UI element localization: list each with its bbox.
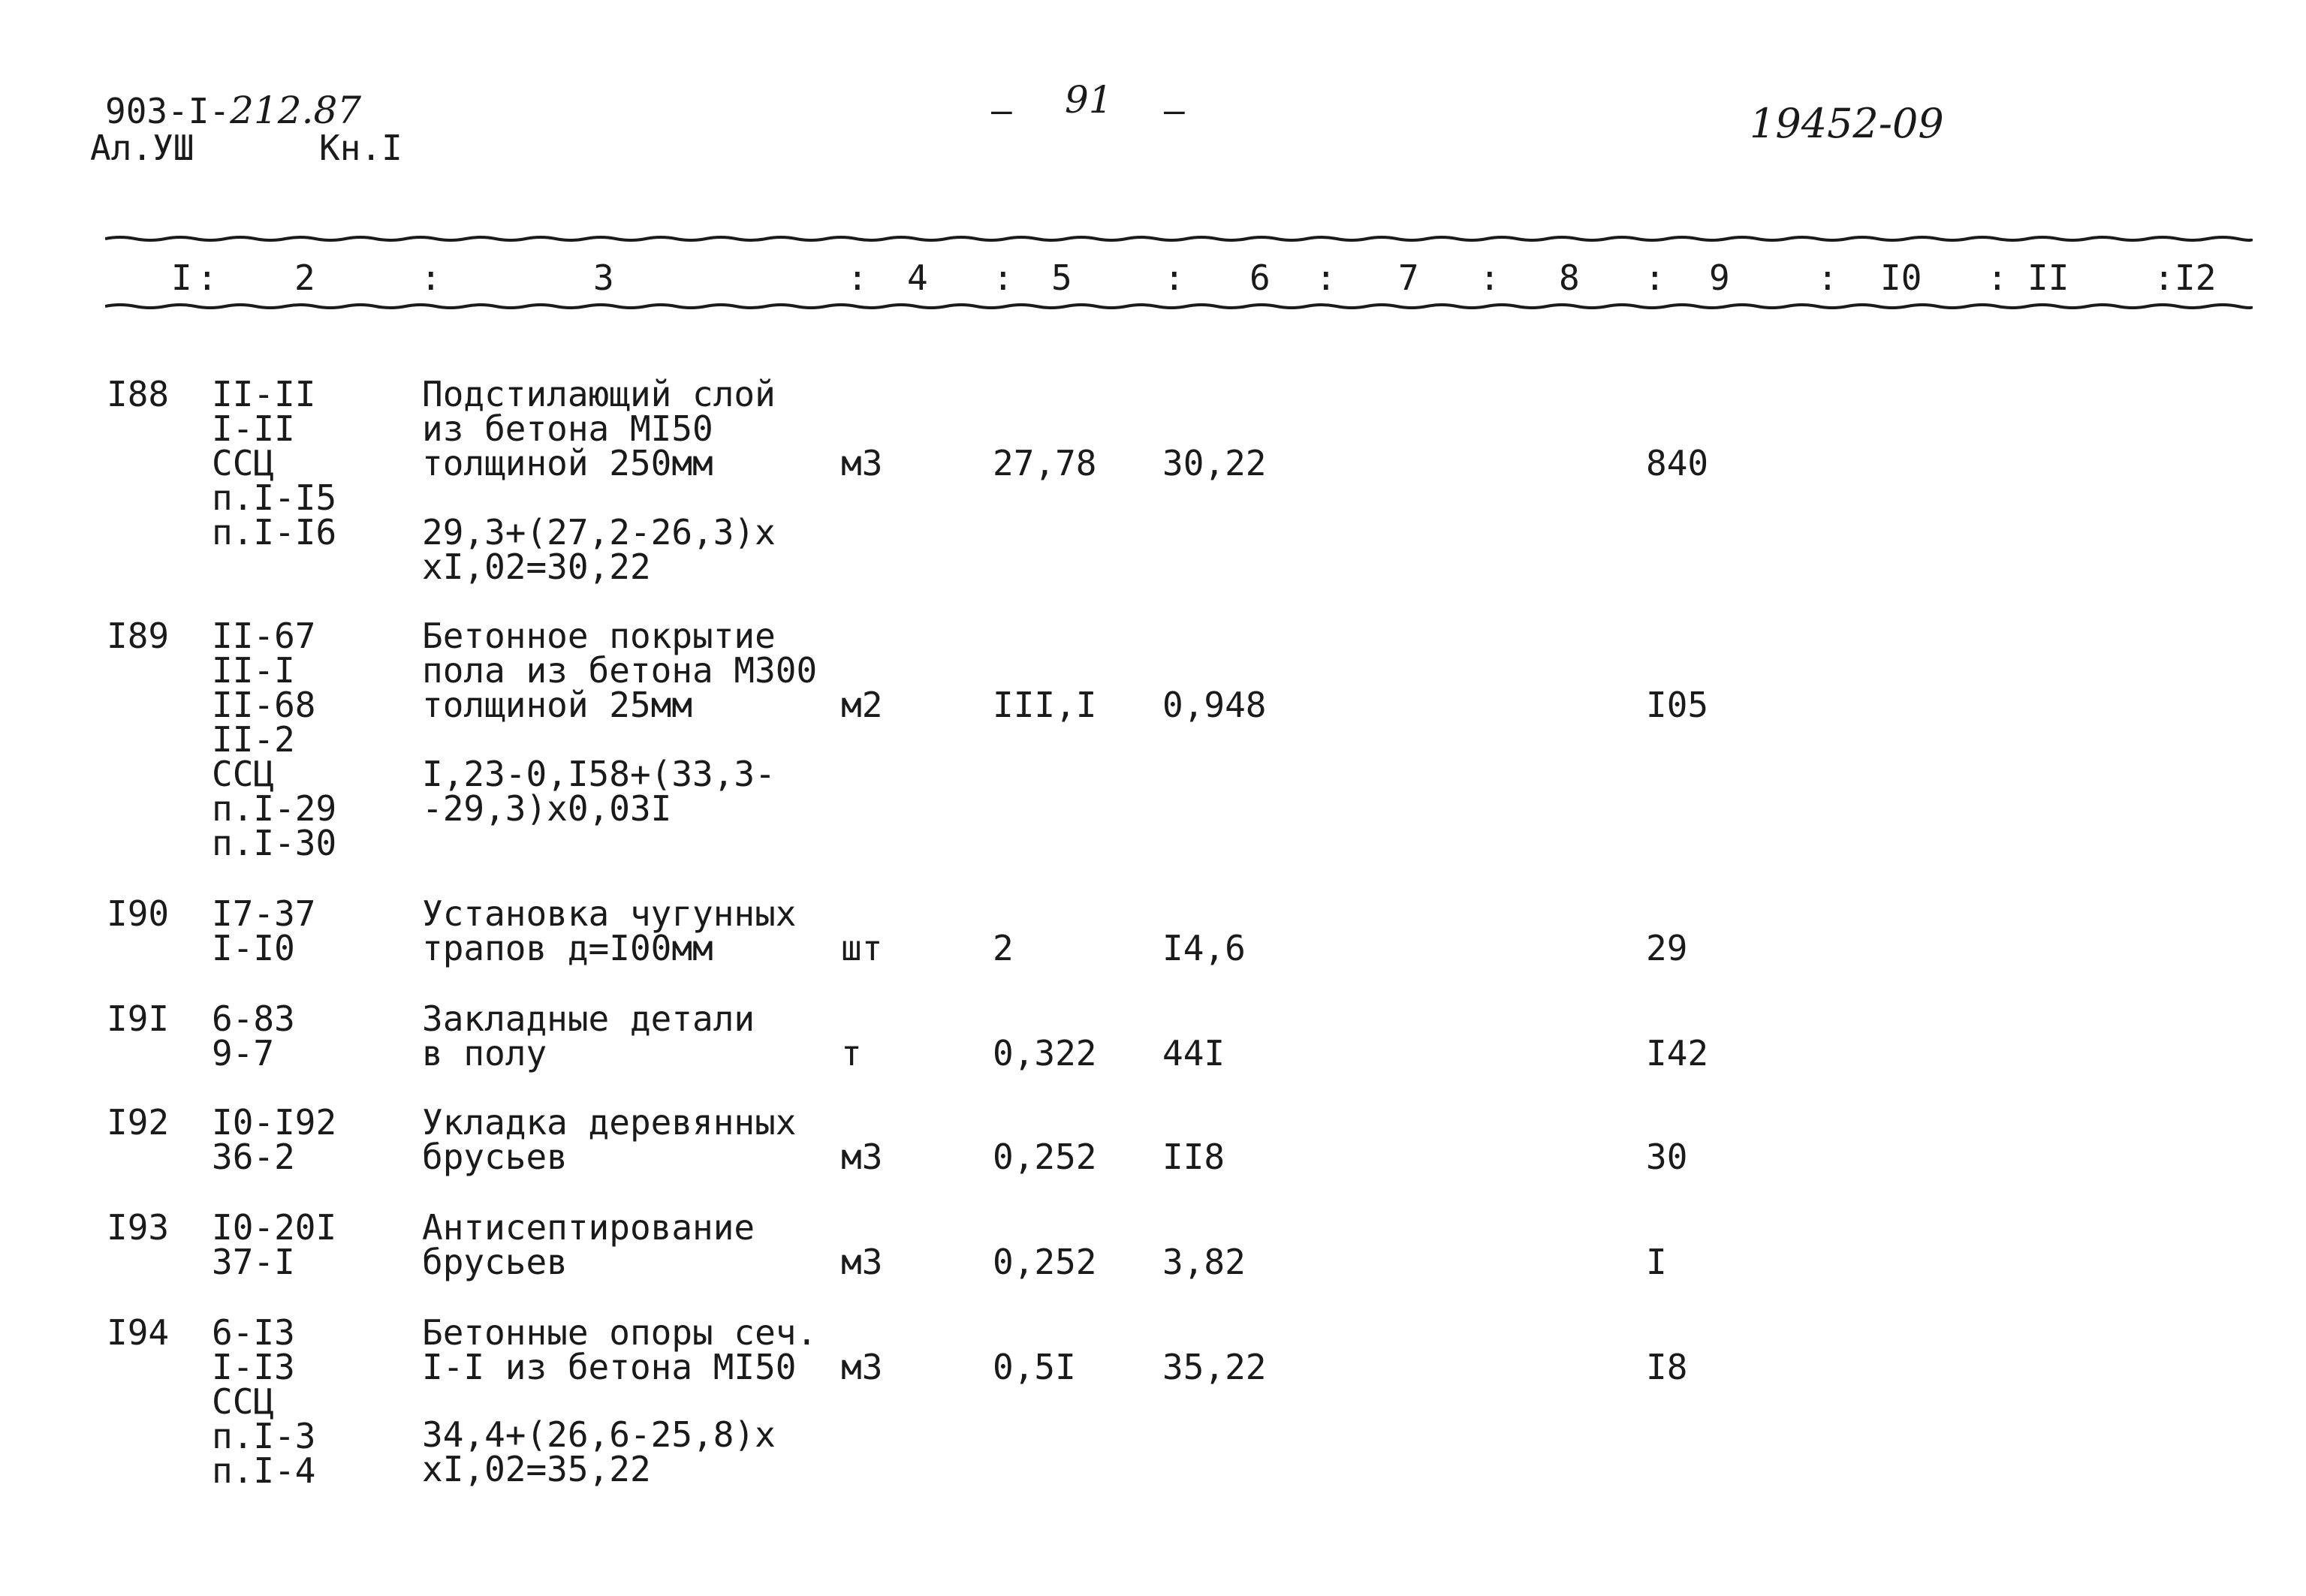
row-unit-price: I4,6 [1162,928,1246,968]
col-sep: : [847,257,868,298]
row-number: I88 [107,374,170,414]
row-unit: шт [841,928,883,968]
row-unit: м3 [841,1347,883,1387]
row-unit: м3 [841,1242,883,1282]
doc-code [105,89,362,132]
row-unit-price: 0,948 [1162,685,1267,725]
row-description: Бетонные опоры сеч. I-I из бетона МI50 [422,1312,818,1387]
col-header-12: I2 [2175,257,2217,298]
col-sep: : [1164,257,1185,298]
row-unit: т [841,1033,862,1074]
row-total: 30 [1646,1137,1688,1177]
row-quantity: 27,78 [993,443,1097,483]
col-header-7: 7 [1398,257,1419,298]
row-quantity: III,I [993,685,1097,725]
row-codes: 6-83 9-7 [212,998,295,1074]
row-number: I9I [107,998,170,1039]
row-description: Бетонное покрытие пола из бетона М300 толщиной 25мм [422,616,818,725]
row-total: I05 [1646,685,1709,725]
row-number: I92 [107,1102,170,1143]
row-total: I42 [1646,1033,1709,1074]
row-description: Установка чугунных трапов д=I00мм [422,893,797,968]
row-description: Подстилающий слой из бетона МI50 толщиной 250мм [422,374,776,483]
archive-number: 19452-09 [1750,100,1944,147]
row-formula: 34,4+(26,6-25,8)х хI,02=35,22 [422,1414,776,1489]
row-quantity: 2 [993,928,1014,968]
row-total: 840 [1646,443,1709,483]
col-header-10: I0 [1880,257,1922,298]
row-codes: 6-I3 I-I3 ССЦ п.I-3 п.I-4 [212,1312,316,1491]
col-sep: : [1817,257,1838,298]
top-rule [105,234,2253,237]
row-formula: 29,3+(27,2-26,3)х хI,02=30,22 [422,512,776,587]
col-header-4: 4 [907,257,928,298]
header-bottom-rule [105,302,2253,305]
col-header-9: 9 [1709,257,1730,298]
row-quantity: 0,252 [993,1137,1097,1177]
row-total: I8 [1646,1347,1688,1387]
row-description: Закладные детали в полу [422,998,755,1074]
row-description: Антисептирование брусьев [422,1207,755,1282]
row-quantity: 0,322 [993,1033,1097,1074]
row-codes: I7-37 I-I0 [212,893,316,968]
page-dash-right: – [1164,90,1185,131]
row-number: I94 [107,1312,170,1353]
doc-code-prefix: 903-I- [105,91,231,131]
row-formula: I,23-0,I58+(33,3- -29,3)х0,03I [422,754,776,829]
row-quantity: 0,5I [993,1347,1076,1387]
doc-code-handwritten: 212.87 [230,89,362,132]
row-unit: м3 [841,443,883,483]
row-number: I93 [107,1207,170,1248]
col-header-8: 8 [1559,257,1580,298]
book-label: Кн.I [319,128,402,168]
col-sep: : [1316,257,1337,298]
row-number: I90 [107,893,170,934]
row-unit: м3 [841,1137,883,1177]
col-sep: : [421,257,442,298]
row-codes: I0-I92 36-2 [212,1102,337,1177]
page-number: 91 [1065,78,1113,122]
row-quantity: 0,252 [993,1242,1097,1282]
col-header-1: I [171,257,192,298]
row-number: I89 [107,616,170,656]
col-sep: : [2154,257,2175,298]
col-sep: : [1644,257,1665,298]
row-unit-price: 30,22 [1162,443,1267,483]
row-description: Укладка деревянных брусьев [422,1102,797,1177]
row-total: 29 [1646,928,1688,968]
col-sep: : [1479,257,1500,298]
row-unit-price: II8 [1162,1137,1225,1177]
row-codes: I0-20I 37-I [212,1207,337,1282]
page-dash-left: – [991,90,1012,131]
col-sep: : [197,257,218,298]
album-label: Ал.УШ [90,128,194,168]
row-codes: II-II I-II ССЦ п.I-I5 п.I-I6 [212,374,337,553]
row-unit-price: 3,82 [1162,1242,1246,1282]
row-unit-price: 35,22 [1162,1347,1267,1387]
col-header-5: 5 [1051,257,1072,298]
row-unit: м2 [841,685,883,725]
col-header-2: 2 [294,257,315,298]
col-header-6: 6 [1249,257,1271,298]
col-header-3: 3 [593,257,614,298]
col-sep: : [1987,257,2008,298]
col-header-11: II [2027,257,2069,298]
row-unit-price: 44I [1162,1033,1225,1074]
row-codes: II-67 II-I II-68 II-2 ССЦ п.I-29 п.I-30 [212,616,337,863]
col-sep: : [993,257,1014,298]
row-total: I [1646,1242,1667,1282]
